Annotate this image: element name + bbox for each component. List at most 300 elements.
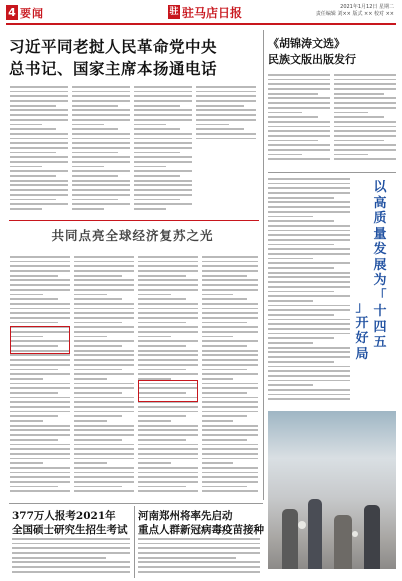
text-line <box>74 486 122 488</box>
photo-figure <box>364 505 380 569</box>
text-line <box>196 100 256 102</box>
page-header <box>0 0 402 26</box>
text-line <box>202 289 258 291</box>
text-line <box>268 286 350 288</box>
text-line <box>74 284 134 286</box>
text-line <box>12 547 130 549</box>
text-line <box>202 467 258 469</box>
text-line <box>74 448 134 450</box>
text-line <box>202 472 258 474</box>
text-line <box>268 309 350 311</box>
text-line <box>138 322 186 324</box>
text-line <box>74 317 134 319</box>
text-line <box>202 486 247 488</box>
text-line <box>74 256 134 258</box>
text-line <box>202 275 247 277</box>
text-line <box>268 248 350 250</box>
text-line <box>268 342 313 344</box>
text-line <box>72 124 104 126</box>
text-line <box>202 453 258 455</box>
text-line <box>202 303 258 305</box>
text-line <box>334 154 368 156</box>
text-line <box>268 276 350 278</box>
vb-char: 为 <box>373 273 387 288</box>
text-line <box>138 359 198 361</box>
photo-detail <box>352 531 358 537</box>
text-line <box>138 303 198 305</box>
text-line <box>74 275 122 277</box>
text-line <box>268 102 330 104</box>
text-line <box>10 359 70 361</box>
text-line <box>74 383 134 385</box>
text-line <box>138 373 198 375</box>
text-line <box>334 158 396 160</box>
text-line <box>74 373 134 375</box>
text-line <box>196 91 256 93</box>
text-line <box>10 208 42 210</box>
text-line <box>134 147 192 149</box>
text-line <box>138 462 171 464</box>
text-line <box>74 279 134 281</box>
text-line <box>74 392 122 394</box>
text-line <box>12 552 130 554</box>
text-line <box>334 79 396 81</box>
main-headline <box>9 36 259 80</box>
text-line <box>10 91 68 93</box>
text-line <box>202 294 233 296</box>
text-line <box>334 116 384 118</box>
text-line <box>10 161 68 163</box>
text-line <box>268 300 313 302</box>
text-line <box>268 370 350 372</box>
main-story-col2 <box>72 86 130 216</box>
text-line <box>138 486 186 488</box>
text-line <box>334 83 396 85</box>
text-line <box>202 373 258 375</box>
text-line <box>268 267 334 269</box>
text-line <box>268 225 350 227</box>
text-line <box>268 394 350 396</box>
text-line <box>10 411 70 413</box>
text-line <box>268 230 350 232</box>
text-line <box>138 547 260 549</box>
text-line <box>74 270 134 272</box>
text-line <box>10 481 70 483</box>
text-line <box>138 317 198 319</box>
text-line <box>134 175 180 177</box>
vb-char: 五 <box>373 335 387 350</box>
text-line <box>10 284 70 286</box>
text-line <box>268 281 350 283</box>
issue-meta <box>302 4 394 18</box>
text-line <box>74 312 134 314</box>
text-line <box>268 192 350 194</box>
text-line <box>10 100 68 102</box>
text-line <box>134 166 166 168</box>
text-line <box>10 486 58 488</box>
text-line <box>268 380 350 382</box>
text-line <box>134 105 180 107</box>
text-line <box>72 128 118 130</box>
text-line <box>268 74 330 76</box>
text-line <box>12 561 130 563</box>
text-line <box>268 158 330 160</box>
feature-col2 <box>74 256 134 496</box>
text-line <box>202 336 233 338</box>
text-line <box>202 354 258 356</box>
text-line <box>74 303 134 305</box>
text-line <box>10 378 43 380</box>
text-line <box>138 364 198 366</box>
text-line <box>134 189 192 191</box>
text-line <box>10 317 70 319</box>
text-line <box>72 208 104 210</box>
vb-char: 高 <box>373 195 387 211</box>
text-line <box>268 291 334 293</box>
text-line <box>138 415 186 417</box>
text-line <box>268 206 350 208</box>
story-exam-body <box>12 538 130 578</box>
text-line <box>202 279 258 281</box>
text-line <box>138 312 198 314</box>
text-line <box>72 147 130 149</box>
masthead-name: 驻马店日报 <box>182 5 243 20</box>
inset-box-left <box>10 326 70 354</box>
text-line <box>134 199 180 201</box>
text-line <box>10 364 70 366</box>
text-line <box>138 284 198 286</box>
text-line <box>10 142 68 144</box>
text-line <box>202 476 258 478</box>
text-line <box>334 88 396 90</box>
text-line <box>268 314 334 316</box>
text-line <box>134 180 192 182</box>
text-line <box>10 95 68 97</box>
text-line <box>268 97 330 99</box>
text-line <box>138 265 198 267</box>
text-line <box>268 201 350 203</box>
text-line <box>134 161 192 163</box>
text-line <box>334 102 396 104</box>
text-line <box>138 538 260 540</box>
text-line <box>202 256 258 258</box>
text-line <box>72 133 130 135</box>
text-line <box>334 97 396 99</box>
text-line <box>10 420 43 422</box>
text-line <box>72 100 130 102</box>
vb-char: 「 <box>373 288 387 304</box>
text-line <box>12 543 130 545</box>
text-line <box>202 270 258 272</box>
text-line <box>74 406 134 408</box>
text-line <box>10 476 70 478</box>
text-line <box>268 389 350 391</box>
text-line <box>268 220 334 222</box>
text-line <box>268 211 350 213</box>
text-line <box>334 149 396 151</box>
text-line <box>202 312 258 314</box>
text-line <box>134 203 192 205</box>
text-line <box>72 119 130 121</box>
text-line <box>72 166 104 168</box>
story-exam-headline-line1: 377万人报考2021年 <box>12 510 116 522</box>
text-line <box>10 279 70 281</box>
text-line <box>10 354 70 356</box>
book-headline-line2: 民族文版出版发行 <box>268 53 356 66</box>
photo-figure <box>334 515 352 569</box>
text-line <box>10 189 68 191</box>
text-line <box>268 384 313 386</box>
text-line <box>74 369 122 371</box>
main-headline-line1: 习近平同老挝人民革命党中央 <box>9 37 218 56</box>
text-line <box>202 378 233 380</box>
text-line <box>268 258 313 260</box>
text-line <box>268 239 350 241</box>
text-line <box>202 439 247 441</box>
text-line <box>74 326 134 328</box>
text-line <box>334 107 396 109</box>
text-line <box>202 261 258 263</box>
text-line <box>138 336 171 338</box>
text-line <box>196 109 256 111</box>
text-line <box>72 175 118 177</box>
text-line <box>138 369 186 371</box>
text-line <box>268 351 350 353</box>
text-line <box>134 119 192 121</box>
text-line <box>268 140 318 142</box>
text-line <box>74 425 134 427</box>
text-line <box>202 387 258 389</box>
text-line <box>268 149 330 151</box>
text-line <box>334 135 396 137</box>
text-line <box>74 467 134 469</box>
text-line <box>202 350 258 352</box>
text-line <box>138 481 198 483</box>
text-line <box>138 275 186 277</box>
text-line <box>74 490 134 492</box>
text-line <box>138 453 198 455</box>
text-line <box>334 112 368 114</box>
text-line <box>202 340 258 342</box>
text-line <box>72 114 130 116</box>
text-line <box>10 448 70 450</box>
text-line <box>74 294 107 296</box>
text-line <box>134 95 192 97</box>
text-line <box>10 490 70 492</box>
text-line <box>202 298 247 300</box>
text-line <box>10 199 56 201</box>
section-name: 要闻 <box>20 7 44 20</box>
vb-char: 量 <box>373 226 387 242</box>
text-line <box>72 203 130 205</box>
text-line <box>10 369 58 371</box>
text-line <box>10 467 70 469</box>
text-line <box>10 270 70 272</box>
text-line <box>202 308 258 310</box>
text-line <box>10 312 70 314</box>
text-line <box>12 538 130 540</box>
text-line <box>72 161 130 163</box>
text-line <box>10 194 68 196</box>
text-line <box>10 265 70 267</box>
feature-col4 <box>202 256 258 496</box>
text-line <box>10 109 68 111</box>
text-line <box>202 458 258 460</box>
text-line <box>138 444 198 446</box>
text-line <box>134 208 166 210</box>
text-line <box>72 184 130 186</box>
text-line <box>138 434 198 436</box>
book-story-col2 <box>334 74 396 166</box>
text-line <box>138 571 260 573</box>
text-line <box>202 265 258 267</box>
story-vaccine-headline-line2: 重点人群新冠病毒疫苗接种 <box>138 524 264 536</box>
text-line <box>10 147 68 149</box>
text-line <box>268 253 350 255</box>
text-line <box>134 133 192 135</box>
text-line <box>10 294 43 296</box>
text-line <box>10 373 70 375</box>
text-line <box>138 270 198 272</box>
text-line <box>138 298 186 300</box>
text-line <box>10 397 70 399</box>
vb-char: 」 <box>355 300 369 315</box>
book-headline <box>268 36 396 68</box>
text-line <box>72 199 118 201</box>
text-line <box>72 142 130 144</box>
text-line <box>74 298 122 300</box>
text-line <box>138 354 198 356</box>
text-line <box>72 95 130 97</box>
text-line <box>10 434 70 436</box>
bottom-rule <box>9 503 263 504</box>
text-line <box>268 244 334 246</box>
text-line <box>74 472 134 474</box>
text-line <box>10 322 58 324</box>
text-line <box>138 289 198 291</box>
text-line <box>10 152 56 154</box>
text-line <box>268 130 330 132</box>
text-line <box>268 107 330 109</box>
text-line <box>74 458 134 460</box>
vb-char: 好 <box>355 331 369 346</box>
text-line <box>202 284 258 286</box>
text-line <box>72 152 118 154</box>
vb-char: 十 <box>373 304 387 319</box>
text-line <box>72 138 130 140</box>
text-line <box>10 86 68 88</box>
text-line <box>138 326 198 328</box>
text-line <box>268 328 350 330</box>
text-line <box>74 453 134 455</box>
text-line <box>138 472 198 474</box>
text-line <box>268 88 330 90</box>
text-line <box>10 429 70 431</box>
text-line <box>10 383 70 385</box>
text-line <box>138 345 186 347</box>
text-line <box>10 425 70 427</box>
vb-char: 局 <box>355 346 369 362</box>
text-line <box>268 375 350 377</box>
text-line <box>72 170 130 172</box>
text-line <box>268 216 313 218</box>
text-line <box>134 114 192 116</box>
text-line <box>268 93 318 95</box>
text-line <box>74 354 134 356</box>
text-line <box>268 135 330 137</box>
header-rule <box>6 23 396 25</box>
text-line <box>268 262 350 264</box>
photo-figure <box>282 509 298 569</box>
book-story-col1 <box>268 74 330 166</box>
text-line <box>72 194 130 196</box>
text-line <box>268 112 302 114</box>
text-line <box>10 170 68 172</box>
text-line <box>138 279 198 281</box>
text-line <box>138 256 198 258</box>
vertical-banner <box>352 180 396 360</box>
text-line <box>10 105 56 107</box>
vb-char: 四 <box>373 319 387 335</box>
feature-col1 <box>10 256 70 496</box>
bottom-column-rule <box>134 506 135 578</box>
text-line <box>74 397 134 399</box>
text-line <box>74 476 134 478</box>
text-line <box>138 350 198 352</box>
text-line <box>334 144 396 146</box>
text-line <box>334 140 384 142</box>
text-line <box>138 331 198 333</box>
text-line <box>196 105 244 107</box>
text-line <box>74 462 107 464</box>
text-line <box>134 142 192 144</box>
text-line <box>10 256 70 258</box>
main-story-col1 <box>10 86 68 216</box>
text-line <box>268 305 350 307</box>
text-line <box>134 124 166 126</box>
text-line <box>138 406 198 408</box>
text-line <box>10 303 70 305</box>
text-line <box>202 444 258 446</box>
text-line <box>72 180 130 182</box>
text-line <box>196 119 256 121</box>
text-line <box>72 91 130 93</box>
issue-date: 2021年1月12日 星期二 <box>340 4 394 10</box>
text-line <box>134 86 192 88</box>
text-line <box>138 340 198 342</box>
text-line <box>202 326 258 328</box>
text-line <box>202 369 247 371</box>
text-line <box>138 490 198 492</box>
text-line <box>138 557 236 559</box>
text-line <box>10 387 70 389</box>
text-line <box>268 126 330 128</box>
text-line <box>202 406 258 408</box>
text-line <box>202 317 258 319</box>
text-line <box>268 295 350 297</box>
masthead-logo: 驻 <box>169 7 179 17</box>
text-line <box>12 566 130 568</box>
text-line <box>138 420 171 422</box>
text-line <box>72 86 130 88</box>
text-line <box>196 114 256 116</box>
text-line <box>134 170 192 172</box>
text-line <box>74 444 134 446</box>
text-line <box>202 345 247 347</box>
text-line <box>334 130 396 132</box>
text-line <box>74 340 134 342</box>
text-line <box>72 156 130 158</box>
